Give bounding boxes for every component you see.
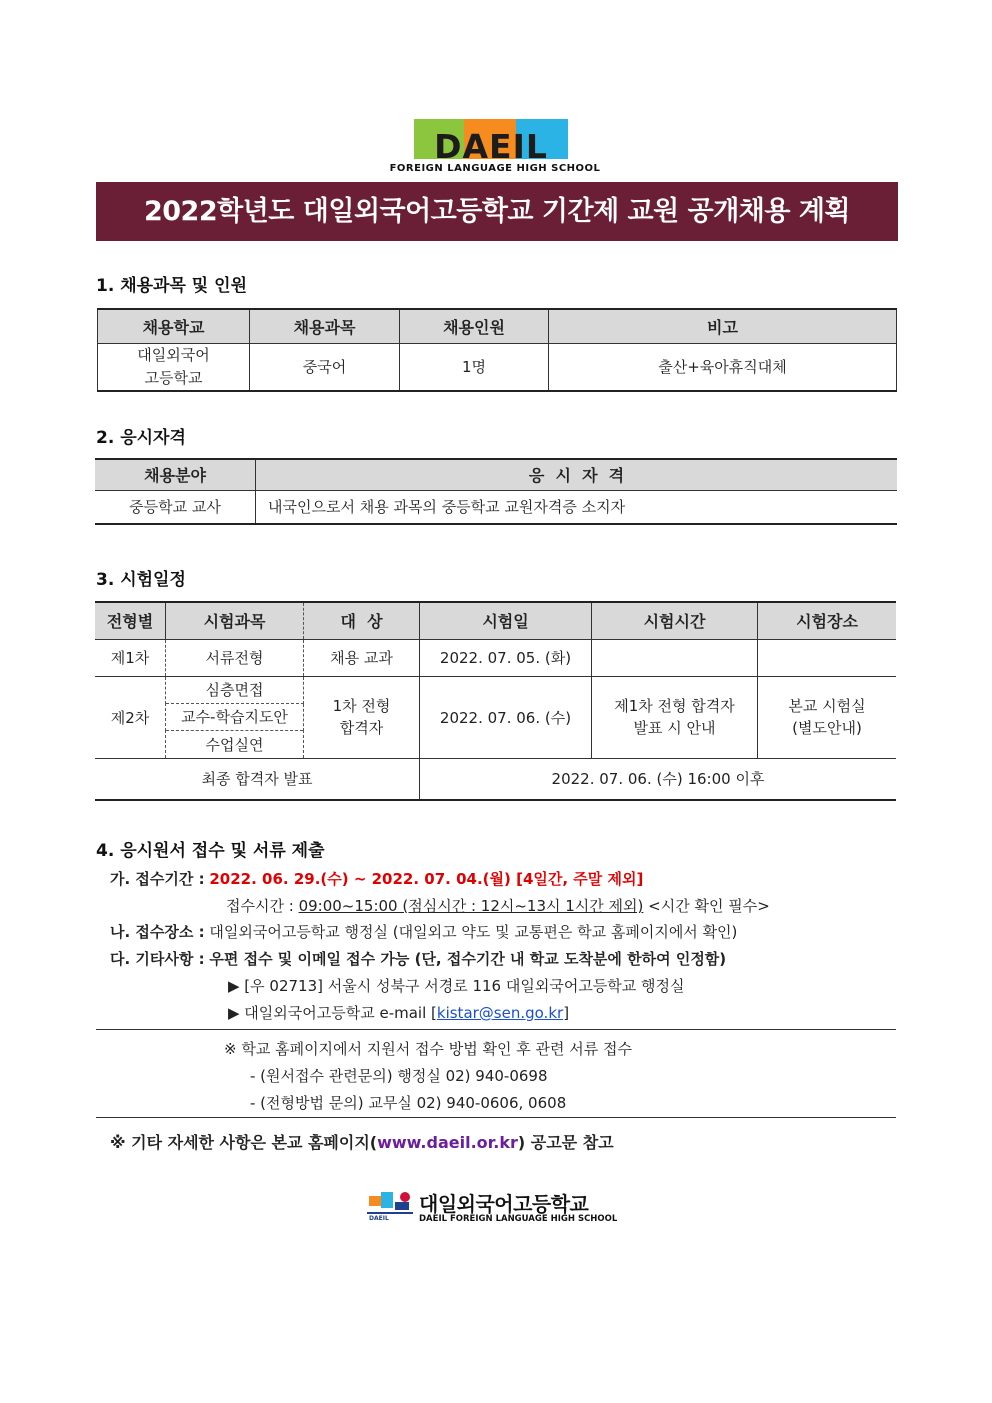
page-title: 2022학년도 대일외국어고등학교 기간제 교원 공개채용 계획 [96, 182, 898, 241]
row2-date: 2022. 07. 06. (수) [420, 676, 592, 758]
col-place: 시험장소 [758, 602, 897, 639]
row2-place-line1: 본교 시험실 [788, 697, 866, 715]
divider-bottom [96, 1117, 896, 1118]
row2-subject-interview: 심층면접 [166, 676, 304, 703]
footer-note-prefix: ※ 기타 자세한 사항은 본교 홈페이지( [110, 1133, 378, 1152]
divider-top [96, 1029, 896, 1030]
email-link[interactable]: kistar@sen.go.kr [436, 1004, 564, 1022]
row2-time [592, 676, 758, 758]
footer-school-name: 대일외국어고등학교 [419, 1192, 589, 1216]
cell-count: 1명 [400, 343, 549, 391]
place-label: 나. 접수장소 : [110, 923, 205, 941]
row2-subject-demo: 수업실연 [166, 730, 304, 758]
row1-subject: 서류전형 [166, 639, 304, 676]
footer-logo [367, 1188, 627, 1228]
hours-line [226, 895, 770, 916]
logo-subtitle: FOREIGN LANGUAGE HIGH SCHOOL [389, 163, 601, 174]
section4-heading: 4. 응시원서 접수 및 서류 제출 [96, 841, 325, 861]
hours-value: 09:00~15:00 (점심시간 : 12시~13시 1시간 제외) [298, 897, 644, 915]
row2-subject-lesson-plan: 교수-학습지도안 [166, 703, 304, 730]
col-subject: 채용과목 [250, 309, 400, 343]
etc-line [110, 948, 726, 969]
row1-time [592, 639, 758, 676]
email-line [228, 1002, 569, 1023]
note-line1: ※ 학교 홈페이지에서 지원서 접수 방법 확인 후 관련 서류 접수 [224, 1040, 633, 1058]
recruit-table [97, 308, 897, 392]
row2-target-line2: 합격자 [339, 719, 384, 737]
address-line: ▶ [우 02713] 서울시 성북구 서경로 116 대일외국어고등학교 행정실 [228, 977, 685, 995]
row2-target [304, 676, 420, 758]
col-time: 시험시간 [592, 602, 758, 639]
cell-note: 출산+육아휴직대체 [549, 343, 897, 391]
row1-place [758, 639, 897, 676]
final-value: 2022. 07. 06. (수) 16:00 이후 [420, 758, 897, 800]
cell-qualification: 내국인으로서 채용 과목의 중등학교 교원자격증 소지자 [256, 490, 898, 524]
section1-heading: 1. 채용과목 및 인원 [96, 276, 247, 296]
final-label: 최종 합격자 발표 [95, 758, 420, 800]
col-note: 비고 [549, 309, 897, 343]
col-field: 채용분야 [95, 459, 256, 490]
col-qualification: 응 시 자 격 [256, 459, 898, 490]
note-line2: - (원서접수 관련문의) 행정실 02) 940-0698 [250, 1067, 548, 1085]
row2-time-line2: 발표 시 안내 [633, 719, 716, 737]
place-line [110, 921, 737, 942]
hours-prefix: 접수시간 : [226, 897, 294, 915]
row2-place [758, 676, 897, 758]
period-label: 가. 접수기간 : [110, 870, 205, 888]
logo-word: DAEIL [434, 127, 548, 166]
col-school: 채용학교 [98, 309, 250, 343]
cell-subject: 중국어 [250, 343, 400, 391]
row2-stage: 제2차 [95, 676, 166, 758]
col-stage: 전형별 [95, 602, 166, 639]
section2-heading: 2. 응시자격 [96, 428, 186, 448]
school-line2: 고등학교 [144, 368, 203, 387]
footer-school-name-en: DAEIL FOREIGN LANGUAGE HIGH SCHOOL [419, 1214, 618, 1224]
qualification-table [95, 458, 897, 525]
exam-schedule-table [95, 601, 896, 801]
col-target: 대 상 [304, 602, 420, 639]
cell-field: 중등학교 교사 [95, 490, 256, 524]
col-exam-subject: 시험과목 [166, 602, 304, 639]
school-logo [389, 119, 620, 177]
row2-target-line1: 1차 전형 [332, 697, 391, 715]
etc-value: 우편 접수 및 이메일 접수 가능 (단, 접수기간 내 학교 도착분에 한하여 인정함) [209, 950, 727, 968]
row2-place-line2: (별도안내) [792, 719, 862, 737]
emblem-text: DAEIL [369, 1215, 389, 1222]
school-line1: 대일외국어 [137, 345, 210, 364]
footer-note [110, 1130, 614, 1153]
email-prefix: ▶ 대일외국어고등학교 e-mail [ [228, 1004, 437, 1022]
email-suffix: ] [563, 1004, 570, 1022]
etc-label: 다. 기타사항 : [110, 950, 205, 968]
homepage-link[interactable]: www.daeil.or.kr [377, 1133, 518, 1152]
section3-heading: 3. 시험일정 [96, 570, 186, 590]
col-count: 채용인원 [400, 309, 549, 343]
row1-stage: 제1차 [95, 639, 166, 676]
row1-date: 2022. 07. 05. (화) [420, 639, 592, 676]
cell-school [98, 343, 250, 391]
row2-time-line1: 제1차 전형 합격자 [614, 697, 735, 715]
hours-suffix: <시간 확인 필수> [648, 897, 770, 915]
period-line [110, 868, 643, 889]
note-line3: - (전형방법 문의) 교무실 02) 940-0606, 0608 [250, 1094, 567, 1112]
row1-target: 채용 교과 [304, 639, 420, 676]
period-value: 2022. 06. 29.(수) ~ 2022. 07. 04.(월) [4일간, 주말 제외] [209, 870, 644, 888]
col-date: 시험일 [420, 602, 592, 639]
place-value: 대일외국어고등학교 행정실 (대일외고 약도 및 교통편은 학교 홈페이지에서 확인) [209, 923, 738, 941]
footer-note-suffix: ) 공고문 참고 [517, 1133, 614, 1152]
